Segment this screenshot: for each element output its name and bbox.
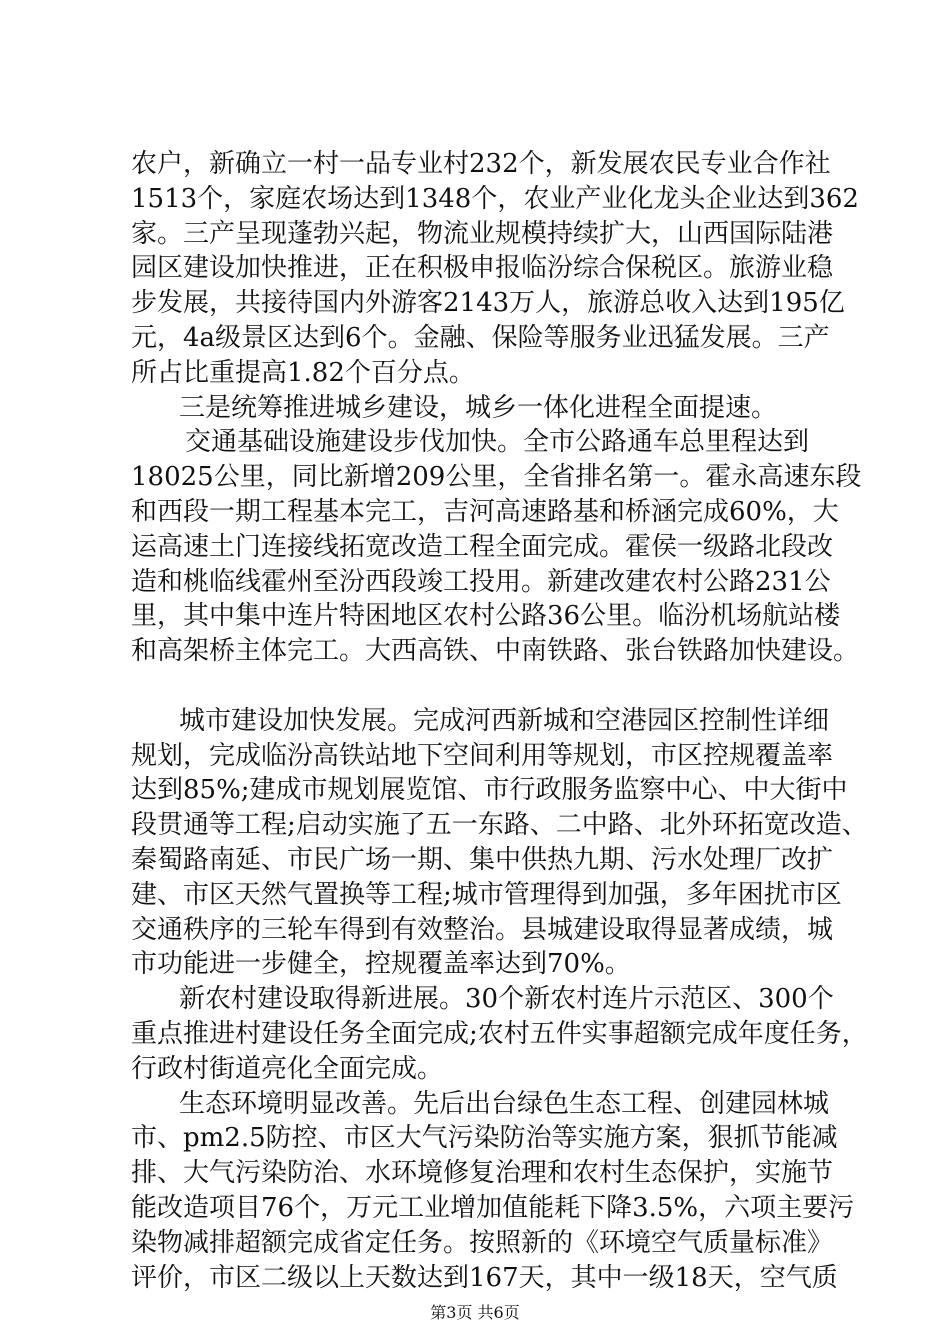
text-line	[0, 1260, 950, 1296]
text-line	[0, 390, 950, 426]
text-line	[0, 946, 950, 982]
text-line	[0, 424, 950, 460]
text-line	[0, 285, 950, 321]
line-text: 运高速土门连接线拓宽改造工程全面完成。霍侯一级路北段改	[131, 532, 834, 562]
line-text: 里，其中集中连片特困地区农村公路36公里。临汾机场航站楼	[131, 601, 841, 631]
line-text: 行政村街道亮化全面完成。	[131, 1054, 444, 1084]
page-number-footer: 第3页 共6页	[430, 1303, 520, 1322]
line-text: 秦蜀路南延、市民广场一期、集中供热九期、污水处理厂改扩	[131, 845, 834, 875]
line-text: 段贯通等工程;启动实施了五一东路、二中路、北外环拓宽改造、	[131, 810, 868, 840]
text-line	[0, 772, 950, 808]
line-text: 重点推进村建设任务全面完成;农村五件实事超额完成年度任务，	[131, 1019, 868, 1049]
text-line	[0, 633, 950, 669]
line-text: 建、市区天然气置换等工程;城市管理得到加强，多年困扰市区	[131, 880, 842, 910]
line-text: 18025公里，同比新增209公里，全省排名第一。霍永高速东段	[131, 462, 862, 492]
line-text: 达到85%;建成市规划展览馆、市行政服务监察中心、中大街中	[131, 775, 848, 805]
line-text: 评价，市区二级以上天数达到167天，其中一级18天，空气质	[131, 1263, 838, 1293]
text-line	[0, 459, 950, 495]
text-line	[0, 912, 950, 948]
text-line	[0, 529, 950, 565]
line-text: 市功能进一步健全，控规覆盖率达到70%。	[131, 949, 631, 979]
line-text: 1513个，家庭农场达到1348个，农业产业化龙头企业达到362	[131, 184, 859, 214]
text-line	[0, 738, 950, 774]
text-line	[0, 216, 950, 252]
text-line	[0, 1120, 950, 1156]
text-line	[0, 1190, 950, 1226]
line-text: 家。三产呈现蓬勃兴起，物流业规模持续扩大，山西国际陆港	[131, 219, 834, 249]
line-text: 造和桃临线霍州至汾西段竣工投用。新建改建农村公路231公	[131, 567, 831, 597]
text-line	[0, 1016, 950, 1052]
text-line	[0, 807, 950, 843]
text-line	[0, 842, 950, 878]
line-text: 所占比重提高1.82个百分点。	[131, 358, 475, 388]
text-line	[0, 320, 950, 356]
line-text: 农户，新确立一村一品专业村232个，新发展农民专业合作社	[131, 149, 831, 179]
line-text: 和西段一期工程基本完工，吉河高速路基和桥涵完成60%，大	[131, 497, 839, 527]
text-line	[0, 1086, 950, 1122]
line-text: 和高架桥主体完工。大西高铁、中南铁路、张台铁路加快建设。	[131, 636, 860, 666]
line-text: 规划，完成临汾高铁站地下空间利用等规划，市区控规覆盖率	[131, 741, 834, 771]
text-line	[0, 877, 950, 913]
text-line	[0, 564, 950, 600]
text-line	[0, 1051, 950, 1087]
text-line	[0, 494, 950, 530]
line-text: 城市建设加快发展。完成河西新城和空港园区控制性详细	[179, 706, 830, 736]
text-line	[0, 703, 950, 739]
line-text: 排、大气污染防治、水环境修复治理和农村生态保护，实施节	[131, 1158, 834, 1188]
line-text: 染物减排超额完成省定任务。按照新的《环境空气质量标准》	[131, 1228, 834, 1258]
line-text: 元，4a级景区达到6个。金融、保险等服务业迅猛发展。三产	[131, 323, 830, 353]
line-text: 步发展，共接待国内外游客2143万人，旅游总收入达到195亿	[131, 288, 845, 318]
line-text: 三是统筹推进城乡建设，城乡一体化进程全面提速。	[179, 393, 778, 423]
line-text: 新农村建设取得新进展。30个新农村连片示范区、300个	[179, 984, 834, 1014]
text-line	[0, 598, 950, 634]
text-line	[0, 1155, 950, 1191]
line-text: 生态环境明显改善。先后出台绿色生态工程、创建园林城	[179, 1089, 830, 1119]
text-line	[0, 1225, 950, 1261]
text-line	[0, 981, 950, 1017]
line-text: 园区建设加快推进，正在积极申报临汾综合保税区。旅游业稳	[131, 253, 834, 283]
text-line	[0, 250, 950, 286]
line-text: 交通秩序的三轮车得到有效整治。县城建设取得显著成绩，城	[131, 915, 834, 945]
text-line	[0, 181, 950, 217]
line-text: 交通基础设施建设步伐加快。全市公路通车总里程达到	[185, 427, 810, 457]
line-text: 市、pm2.5防控、市区大气污染防治等实施方案，狠抓节能减	[131, 1123, 838, 1153]
text-line	[0, 355, 950, 391]
text-line	[0, 146, 950, 182]
line-text: 能改造项目76个，万元工业增加值能耗下降3.5%，六项主要污	[131, 1193, 855, 1223]
